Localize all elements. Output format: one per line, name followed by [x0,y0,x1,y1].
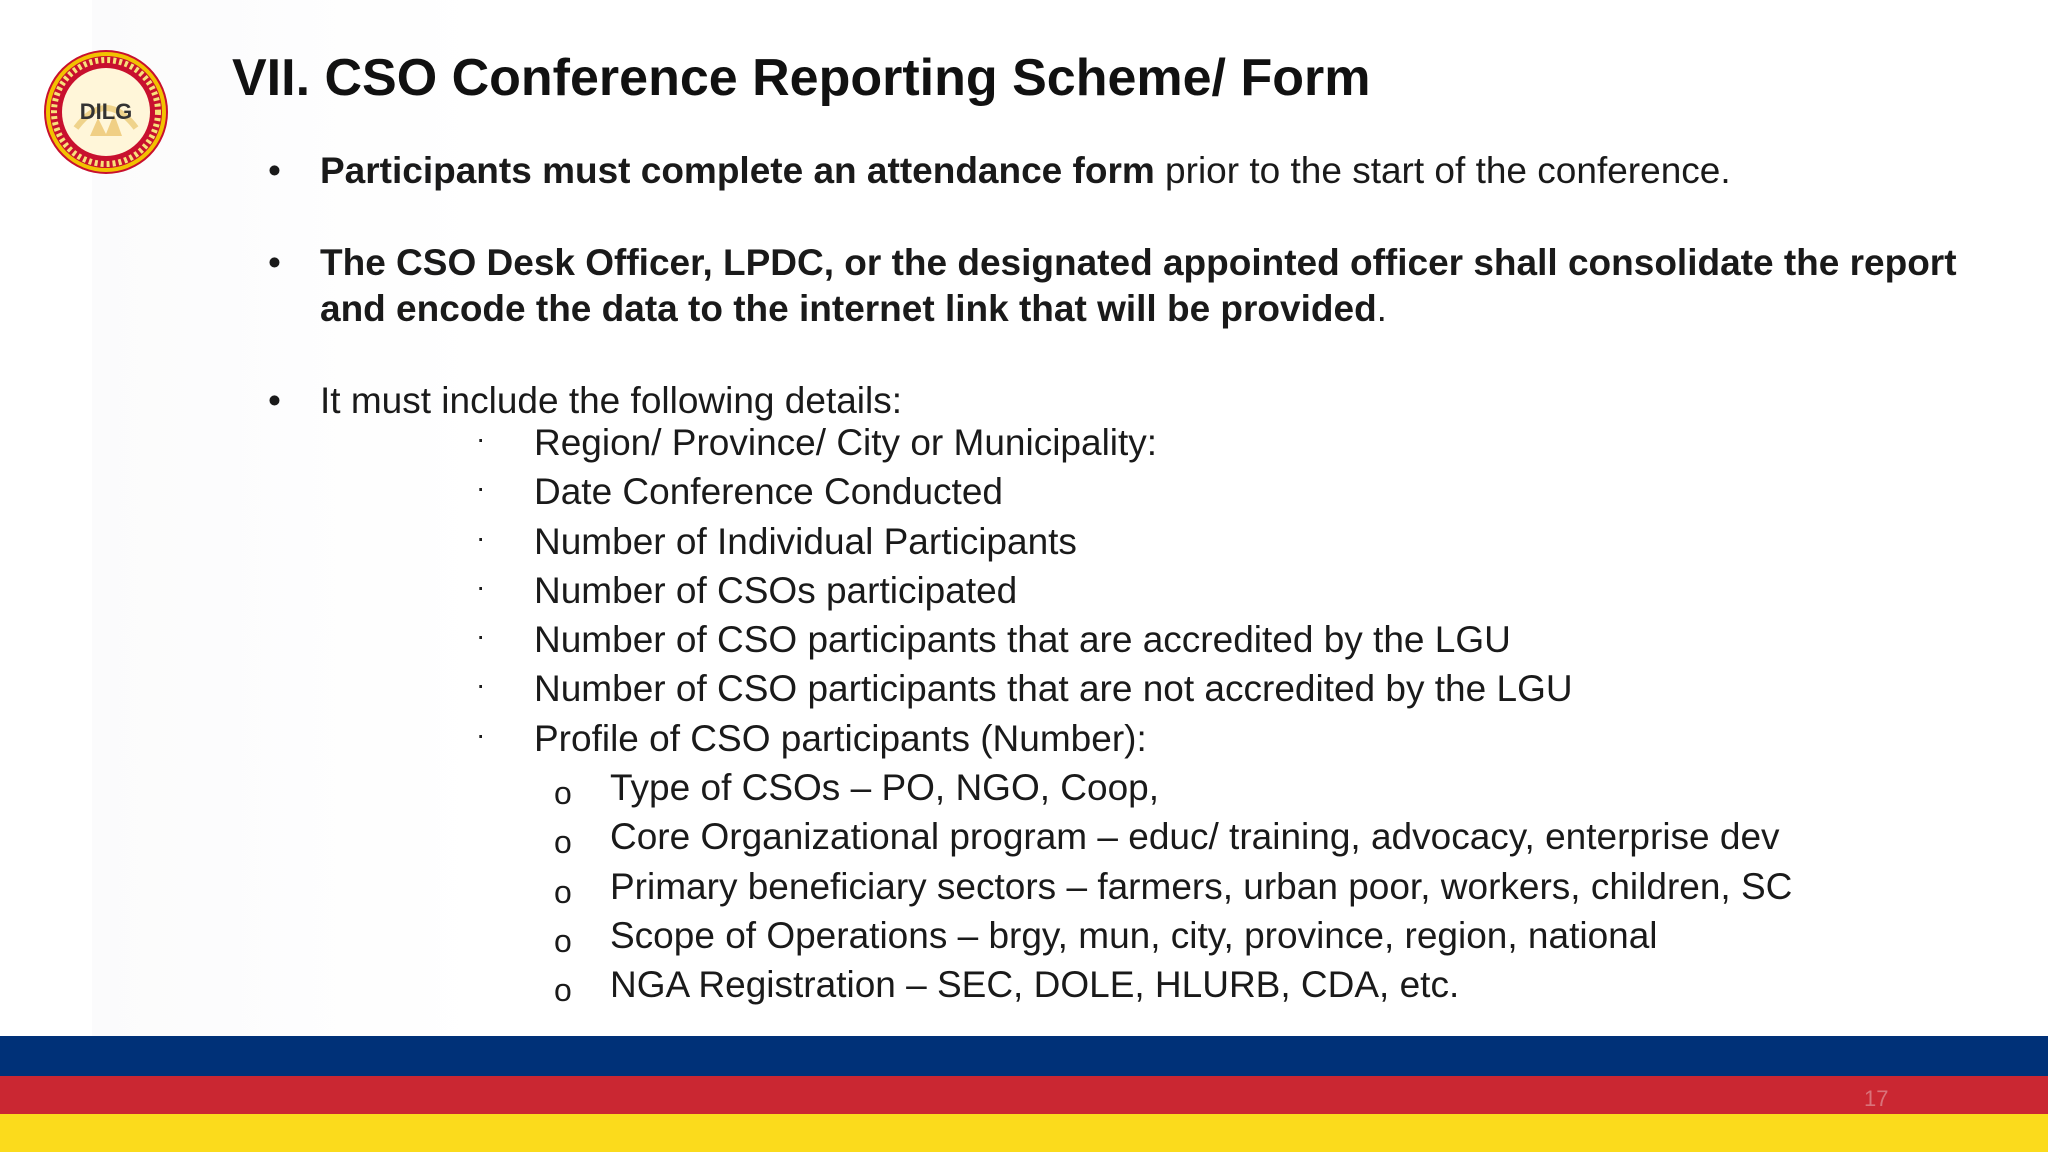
bullet-normal-text: prior to the start of the conference. [1154,150,1731,191]
profile-marker: o [554,922,572,959]
list-item [470,566,1573,615]
dilg-seal-logo [42,48,170,176]
profile-text: Primary beneficiary sectors – farmers, urban poor, workers, children, SC [610,865,1793,907]
profile-text: Type of CSOs – PO, NGO, Coop, [610,767,1160,808]
footer-band-blue [0,1036,2048,1076]
list-item [552,911,1792,960]
profile-text: NGA Registration – SEC, DOLE, HLURB, CDA, etc. [610,964,1460,1006]
detail-marker: · [476,423,486,454]
list-item [552,862,1792,911]
detail-text: Date Conference Conducted [534,471,1003,513]
bullet-normal-text: It must include the following details: [320,380,903,421]
list-item [470,714,1573,763]
bullet-text [320,240,1980,332]
detail-marker: · [476,620,486,652]
slide-title: VII. CSO Conference Reporting Scheme/ Form [232,49,1371,107]
bullet-bold-text: Participants must complete an attendance form [320,150,1155,191]
profile-marker: o [554,775,572,811]
list-item [552,812,1792,861]
detail-text: Region/ Province/ City or Municipality: [534,422,1158,463]
detail-text: Number of Individual Participants [534,520,1077,562]
bullet-marker: • [268,380,281,421]
list-item [470,615,1573,664]
list-item [470,664,1573,713]
bullet-normal-text: . [1376,288,1387,329]
footer-band-red [0,1076,2048,1114]
detail-text: Number of CSOs participated [534,569,1018,611]
detail-text: Profile of CSO participants (Number): [534,717,1147,759]
bullet-marker: • [268,242,281,283]
bullet-consolidation [268,240,1980,332]
detail-marker: · [476,472,486,504]
profile-marker: o [554,873,572,910]
detail-marker: · [476,521,486,553]
list-item [552,763,1792,812]
list-item [552,960,1792,1009]
profile-list [552,763,1792,1009]
list-item [470,517,1573,566]
detail-text: Number of CSO participants that are accredited by the LGU [534,619,1511,661]
list-item [470,467,1573,516]
details-list [470,418,1573,763]
page-number: 17 [1864,1086,1889,1111]
profile-marker: o [554,972,572,1009]
detail-text: Number of CSO participants that are not accredited by the LGU [534,668,1573,710]
bullet-text [320,148,1980,194]
profile-text: Scope of Operations – brgy, mun, city, province, region, national [610,914,1658,956]
list-item [470,418,1573,467]
detail-marker: · [476,669,486,701]
detail-marker: · [476,718,486,750]
detail-marker: · [476,570,486,602]
footer-band-yellow [0,1114,2048,1152]
bullet-attendance [268,148,1980,194]
profile-text: Core Organizational program – educ/ training, advocacy, enterprise dev [610,816,1780,858]
profile-marker: o [554,824,572,861]
bullet-bold-text: The CSO Desk Officer, LPDC, or the designated appointed officer shall consolidate the report and encode the data to the internet link that will be provided [320,242,1957,329]
bullet-marker: • [268,150,281,191]
logo-text: DILG [79,99,133,124]
